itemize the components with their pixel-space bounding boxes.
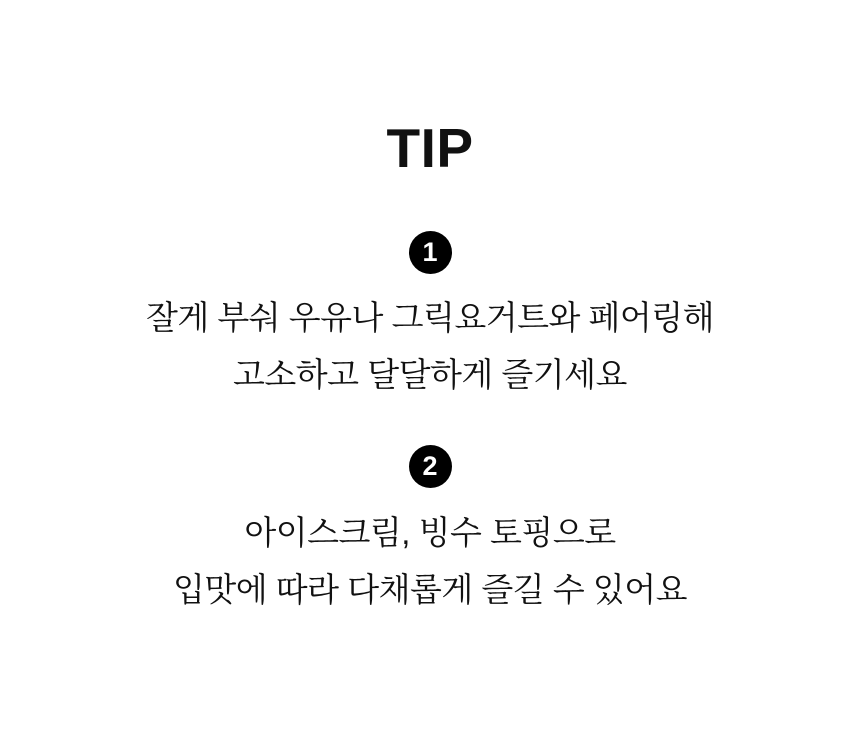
tip-number-2: 2 <box>422 451 438 481</box>
tip-1-line-2: 고소하고 달달하게 즐기세요 <box>233 356 627 393</box>
tip-2-line-1: 아이스크림, 빙수 토핑으로 <box>244 514 616 551</box>
tip-1-line-1: 잘게 부숴 우유나 그릭요거트와 페어링해 <box>145 299 715 336</box>
tip-text-block-2 <box>173 504 687 618</box>
tip-text-block-1 <box>146 289 714 403</box>
tip-2-line-2: 입맛에 따라 다채롭게 즐길 수 있어요 <box>172 571 687 608</box>
tip-section-title: TIP <box>386 117 474 179</box>
tip-number-badge-1 <box>409 231 452 274</box>
tip-number-1: 1 <box>422 237 438 267</box>
tip-number-badge-2 <box>409 445 452 488</box>
